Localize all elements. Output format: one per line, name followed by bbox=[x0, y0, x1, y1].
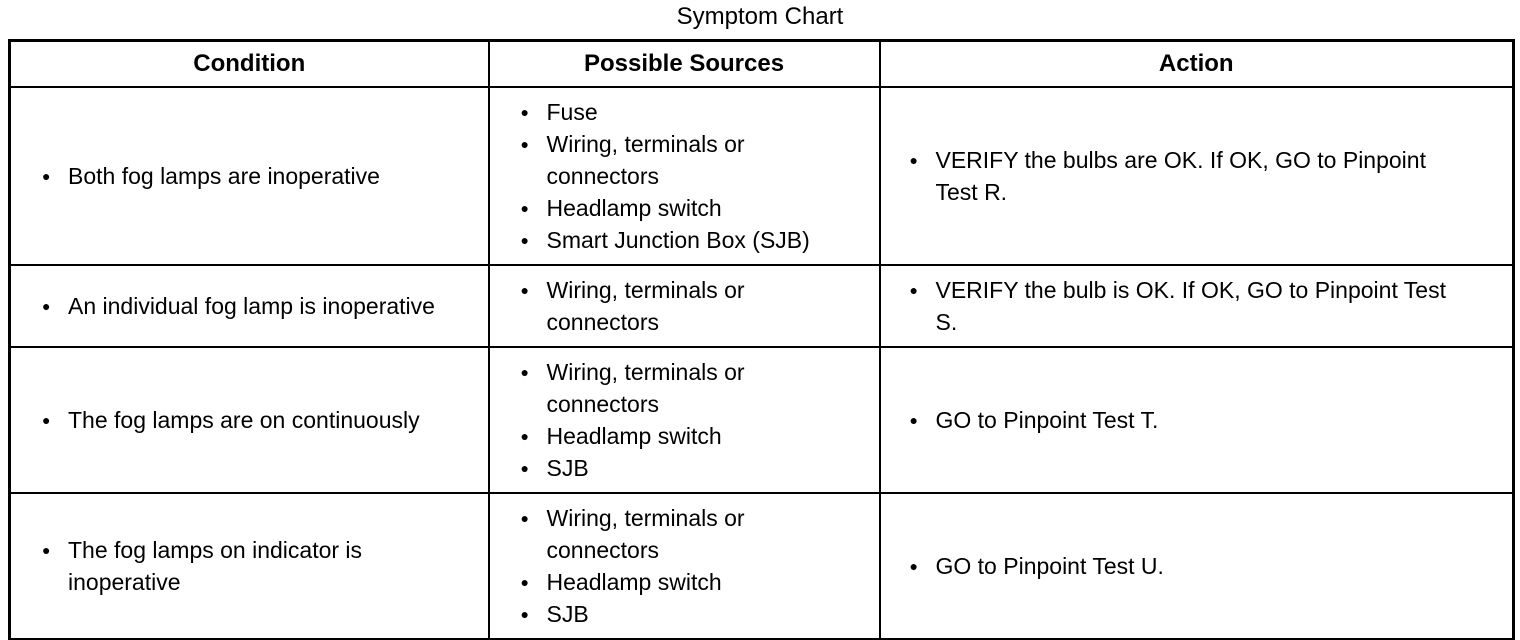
source-item: ● SJB bbox=[520, 598, 835, 630]
source-item: ● SJB bbox=[520, 452, 835, 484]
action-list bbox=[909, 404, 1455, 436]
page-title: Symptom Chart bbox=[676, 3, 844, 30]
column-header-condition: Condition bbox=[10, 41, 489, 87]
sources-list bbox=[520, 96, 835, 256]
sources-cell bbox=[489, 87, 880, 265]
condition-list bbox=[41, 290, 456, 322]
source-item: ● Headlamp switch bbox=[520, 566, 835, 598]
source-item: ● Headlamp switch bbox=[520, 420, 835, 452]
condition-item: ● The fog lamps on indicator is inoperative bbox=[41, 534, 456, 598]
source-item: ● Headlamp switch bbox=[520, 192, 835, 224]
action-item: ● GO to Pinpoint Test T. bbox=[909, 404, 1455, 436]
sources-cell bbox=[489, 265, 880, 347]
condition-cell bbox=[10, 347, 489, 493]
condition-list bbox=[41, 160, 456, 192]
action-item: ● VERIFY the bulbs are OK. If OK, GO to Pinpoint Test R. bbox=[909, 144, 1455, 208]
source-item: ● Wiring, terminals or connectors bbox=[520, 356, 835, 420]
column-header-possible-sources: Possible Sources bbox=[489, 41, 880, 87]
column-header-action: Action bbox=[880, 41, 1514, 87]
action-list bbox=[909, 144, 1455, 208]
action-list bbox=[909, 550, 1455, 582]
condition-cell bbox=[10, 87, 489, 265]
table-row bbox=[10, 493, 1514, 640]
action-item: ● VERIFY the bulb is OK. If OK, GO to Pinpoint Test S. bbox=[909, 274, 1455, 338]
condition-cell bbox=[10, 265, 489, 347]
condition-list bbox=[41, 534, 456, 598]
symptom-chart-table bbox=[8, 39, 1515, 640]
condition-item: ● The fog lamps are on continuously bbox=[41, 404, 456, 436]
table-row bbox=[10, 265, 1514, 347]
action-list bbox=[909, 274, 1455, 338]
action-cell bbox=[880, 265, 1514, 347]
action-cell bbox=[880, 493, 1514, 640]
condition-cell bbox=[10, 493, 489, 640]
sources-list bbox=[520, 356, 835, 484]
sources-list bbox=[520, 274, 835, 338]
sources-list bbox=[520, 502, 835, 630]
source-item: ● Wiring, terminals or connectors bbox=[520, 274, 835, 338]
sources-cell bbox=[489, 493, 880, 640]
action-cell bbox=[880, 347, 1514, 493]
action-cell bbox=[880, 87, 1514, 265]
source-item: ● Wiring, terminals or connectors bbox=[520, 502, 835, 566]
condition-list bbox=[41, 404, 456, 436]
sources-cell bbox=[489, 347, 880, 493]
condition-item: ● Both fog lamps are inoperative bbox=[41, 160, 456, 192]
action-item: ● GO to Pinpoint Test U. bbox=[909, 550, 1455, 582]
table-row bbox=[10, 87, 1514, 265]
source-item: ● Fuse bbox=[520, 96, 835, 128]
condition-item: ● An individual fog lamp is inoperative bbox=[41, 290, 456, 322]
source-item: ● Wiring, terminals or connectors bbox=[520, 128, 835, 192]
table-row bbox=[10, 347, 1514, 493]
header-row bbox=[10, 41, 1514, 87]
source-item: ● Smart Junction Box (SJB) bbox=[520, 224, 835, 256]
